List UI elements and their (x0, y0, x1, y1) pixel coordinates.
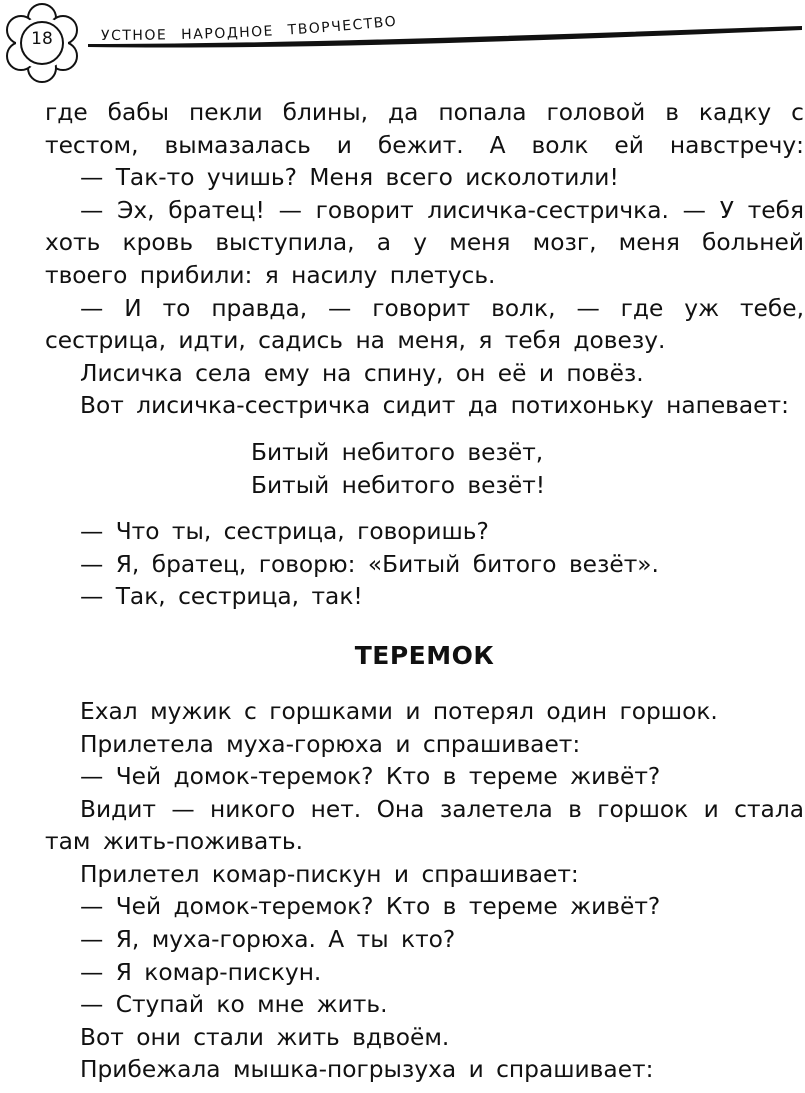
page-number: 18 (31, 29, 53, 49)
dialogue-line: — Я, братец, говорю: «Битый битого везёт». (80, 550, 659, 578)
dialogue-line: — Я, муха-горюха. А ты кто? (80, 926, 456, 954)
section-title-text: УСТНОЕ НАРОДНОЕ ТВОРЧЕСТВО (101, 13, 399, 45)
verse-line: Битый небитого везёт! (251, 471, 546, 499)
verse-line: Битый небитого везёт, (251, 438, 544, 466)
page-header (0, 0, 805, 95)
dialogue-line: — Ступай ко мне жить. (80, 991, 388, 1019)
paragraph: Лисичка села ему на спину, он её и повёз. (80, 359, 644, 387)
dialogue-line: — Так, сестрица, так! (80, 583, 363, 611)
paragraph: Прилетела муха-горюха и спрашивает: (80, 730, 581, 758)
section-title (101, 10, 461, 50)
dialogue-line: — Так-то учишь? Меня всего исколотили! (80, 164, 619, 192)
paragraph: Прибежала мышка-погрызуха и спрашивает: (80, 1056, 654, 1084)
story-title: ТЕРЕМОК (354, 640, 495, 670)
paragraph: Видит — никого нет. Она залетела в горшок и стала там жить-поживать. (45, 795, 804, 856)
paragraph: где бабы пекли блины, да попала головой в кадку с тестом, вымазалась и бежит. А волк ей навстречу: (45, 99, 804, 159)
verse-block (251, 437, 804, 502)
dialogue-line: — Чей домок-теремок? Кто в тереме живёт? (80, 893, 661, 921)
paragraph: Вот лисичка-сестричка сидит да потихоньку напевает: (80, 392, 789, 420)
dialogue-line: — Что ты, сестрица, говоришь? (80, 518, 489, 546)
paragraph: Прилетел комар-пискун и спрашивает: (80, 860, 579, 888)
paragraph: Ехал мужик с горшками и потерял один горшок. (80, 697, 718, 725)
paragraph: Вот они стали жить вдвоём. (80, 1023, 450, 1051)
dialogue-line: — И то правда, — говорит волк, — где уж тебе, сестрица, идти, садись на меня, я тебя довезу. (45, 294, 804, 355)
svg-text:УСТНОЕ НАРОДНОЕ ТВОРЧЕСТВО (101, 14, 398, 44)
page-body (45, 97, 804, 1087)
dialogue-line: — Чей домок-теремок? Кто в тереме живёт? (80, 763, 661, 791)
dialogue-line: — Я комар-пискун. (80, 958, 322, 986)
dialogue-line: — Эх, братец! — говорит лисичка-сестричка. — У тебя хоть кровь выступила, а у меня мозг, меня больней твоего прибили: я насилу плетусь. (45, 196, 804, 289)
